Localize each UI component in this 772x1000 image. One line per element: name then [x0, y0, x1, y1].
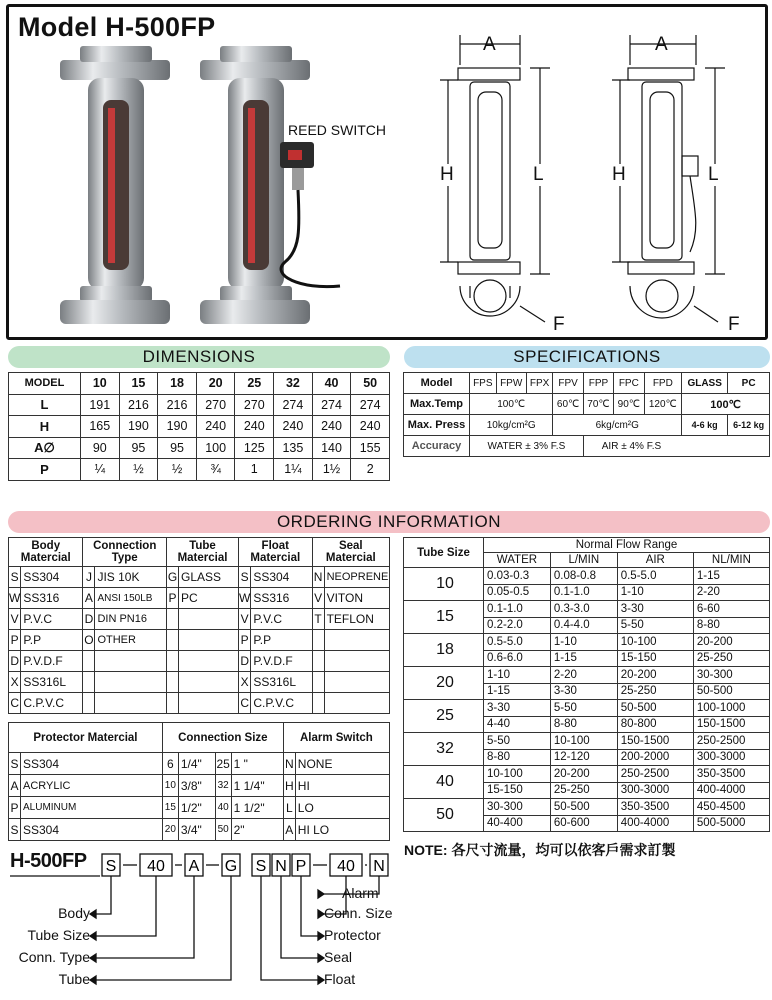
flow-cell: 0.2-2.0	[484, 617, 551, 634]
col-header: 20	[196, 373, 235, 395]
tube-size-cell: 25	[404, 700, 484, 733]
dim-header-row	[9, 373, 390, 395]
flow-row	[404, 799, 770, 816]
flow-row	[404, 733, 770, 750]
flow-cell: 450-4500	[693, 799, 769, 816]
col-header: 32	[274, 373, 313, 395]
flow-cell: 5-50	[484, 733, 551, 750]
flow-cell: 200-2000	[617, 749, 693, 766]
flow-cell: 25-250	[693, 650, 769, 667]
tube-size-cell: 15	[404, 601, 484, 634]
flow-row	[404, 568, 770, 585]
flow-cell: 0.3-3.0	[550, 601, 617, 618]
dim-l-label: L	[708, 164, 719, 185]
flow-cell: 0.6-6.0	[484, 650, 551, 667]
flow-cell: 10-100	[617, 634, 693, 651]
flow-cell: 80-800	[617, 716, 693, 733]
code-segment-text: S	[105, 858, 117, 875]
flow-cell: 15-150	[617, 650, 693, 667]
col-header: L/MIN	[550, 553, 617, 568]
flow-row	[404, 634, 770, 651]
flow-cell: 12-120	[550, 749, 617, 766]
flow-cell: 5-50	[550, 700, 617, 717]
specifications-banner: SPECIFICATIONS	[404, 346, 770, 368]
flow-cell: 150-1500	[617, 733, 693, 750]
flow-cell: 30-300	[484, 799, 551, 816]
flow-cell: 25-250	[617, 683, 693, 700]
code-label-left: Body	[58, 905, 90, 921]
dimensions-table	[8, 372, 390, 481]
row-label: Model	[404, 373, 470, 394]
col-header: 40	[312, 373, 351, 395]
tube-size-cell: 32	[404, 733, 484, 766]
code-segment-text: A	[188, 858, 200, 875]
tube-size-cell: 18	[404, 634, 484, 667]
dim-row: H 165 190 190 240 240 240 240 240	[9, 416, 390, 438]
row-label: Max.Temp	[404, 394, 470, 415]
flow-cell: 8-80	[484, 749, 551, 766]
flow-cell: 0.4-4.0	[550, 617, 617, 634]
col-header: AIR	[617, 553, 693, 568]
code-segment-text: P	[295, 858, 307, 875]
flow-cell: 1-15	[550, 650, 617, 667]
flow-cell: 300-3000	[617, 782, 693, 799]
ordering-row: S SS304 6 1/4" 25 1 " N NONE	[9, 753, 390, 775]
flow-cell: 350-3500	[617, 799, 693, 816]
col-header: NL/MIN	[693, 553, 769, 568]
flow-row	[404, 667, 770, 684]
flow-range-table	[403, 537, 770, 832]
col-header: Protector Matercial	[9, 723, 163, 753]
ordering-row: S SS304 20 3/4" 50 2" A HI LO	[9, 819, 390, 841]
flow-cell: 0.1-1.0	[484, 601, 551, 618]
dimensions-banner: DIMENSIONS	[8, 346, 390, 368]
leader-line	[301, 876, 318, 936]
col-header: Normal Flow Range	[484, 538, 770, 553]
flow-cell: 250-2500	[693, 733, 769, 750]
model-title: Model H-500FP	[18, 12, 216, 42]
flow-row	[404, 766, 770, 783]
flow-cell: 1-10	[550, 634, 617, 651]
code-segment-text: N	[373, 858, 385, 875]
col-header: 10	[80, 373, 119, 395]
ordering-row: W SS316 A ANSI 150LB P PC W SS316 V VITON	[9, 588, 390, 609]
flow-cell: 50-500	[550, 799, 617, 816]
flow-cell: 300-3000	[693, 749, 769, 766]
ordering-row: X SS316L X SS316L	[9, 672, 390, 693]
dim-a-label: A	[483, 34, 496, 55]
ordering-row: C C.P.V.C C C.P.V.C	[9, 693, 390, 714]
code-segment-text: 40	[337, 858, 355, 875]
col-header: Body Matercial	[9, 538, 83, 567]
flow-cell: 3-30	[550, 683, 617, 700]
flow-cell: 0.5-5.0	[484, 634, 551, 651]
ordering-row: V P.V.C D DIN PN16 V P.V.C T TEFLON	[9, 609, 390, 630]
code-label-right: Seal	[324, 949, 353, 965]
dim-h-label: H	[440, 164, 454, 185]
flow-cell: 8-80	[693, 617, 769, 634]
spec-temp-row: Max.Temp 100℃ 60℃ 70℃ 90℃ 120℃ 100℃	[404, 394, 770, 415]
code-segment-text: 40	[147, 858, 165, 875]
row-label: Accuracy	[404, 436, 470, 457]
code-segment-text: G	[224, 858, 238, 875]
dim-f-label: F	[553, 314, 565, 335]
col-header: 18	[158, 373, 197, 395]
code-segment-text: S	[255, 858, 267, 875]
row-label: Max. Press	[404, 415, 470, 436]
flow-cell: 10-100	[550, 733, 617, 750]
spec-model-row: Model FPS FPW FPX FPV FPP FPC FPD GLASS PC	[404, 373, 770, 394]
dim-l-label: L	[533, 164, 544, 185]
leader-line	[261, 876, 318, 980]
code-label-left: Tube	[58, 971, 90, 987]
col-header: 15	[119, 373, 158, 395]
flow-cell: 15-150	[484, 782, 551, 799]
dim-row: L 191 216 216 270 270 274 274 274	[9, 394, 390, 416]
col-header: 25	[235, 373, 274, 395]
dim-row: P ¼ ½ ½ ¾ 1 1¼ 1½ 2	[9, 459, 390, 481]
code-label-right: Alarm	[342, 885, 379, 901]
dim-h-label: H	[612, 164, 626, 185]
reed-switch-label: REED SWITCH	[288, 122, 386, 138]
flow-cell: 1-10	[617, 584, 693, 601]
flow-row	[404, 700, 770, 717]
flow-cell: 400-4000	[617, 815, 693, 832]
tube-size-cell: 10	[404, 568, 484, 601]
code-label-right: Float	[324, 971, 356, 987]
leader-line	[281, 876, 318, 958]
ordering-banner: ORDERING INFORMATION	[8, 511, 770, 533]
flow-cell: 0.03-0.3	[484, 568, 551, 585]
tube-size-cell: 40	[404, 766, 484, 799]
flow-cell: 10-100	[484, 766, 551, 783]
code-label-right: Conn. Size	[324, 905, 393, 921]
flow-cell: 500-5000	[693, 815, 769, 832]
flow-cell: 5-50	[617, 617, 693, 634]
flow-cell: 400-4000	[693, 782, 769, 799]
flow-cell: 20-200	[693, 634, 769, 651]
flow-cell: 1-15	[693, 568, 769, 585]
ordering-row: P ALUMINUM 15 1/2" 40 1 1/2" L LO	[9, 797, 390, 819]
flow-cell: 3-30	[617, 601, 693, 618]
flow-row	[404, 601, 770, 618]
col-header: MODEL	[9, 373, 81, 395]
flow-cell: 250-2500	[617, 766, 693, 783]
flow-cell: 100-1000	[693, 700, 769, 717]
col-header: Connection Type	[83, 538, 167, 567]
flow-cell: 20-200	[617, 667, 693, 684]
flow-cell: 4-40	[484, 716, 551, 733]
flow-cell: 1-10	[484, 667, 551, 684]
leader-line	[96, 876, 111, 914]
dim-a-label: A	[655, 34, 668, 55]
flow-cell: 25-250	[550, 782, 617, 799]
flow-cell: 0.08-0.8	[550, 568, 617, 585]
flow-cell: 60-600	[550, 815, 617, 832]
leader-line	[96, 876, 156, 936]
code-prefix: H-500FP	[10, 850, 87, 872]
col-header: Alarm Switch	[283, 723, 389, 753]
flow-cell: 0.05-0.5	[484, 584, 551, 601]
spec-press-row: Max. Press 10kg/cm²G 6kg/cm²G 4-6 kg 6-12 kg	[404, 415, 770, 436]
flow-cell: 40-400	[484, 815, 551, 832]
flow-cell: 2-20	[550, 667, 617, 684]
flow-cell: 50-500	[693, 683, 769, 700]
flow-cell: 20-200	[550, 766, 617, 783]
col-header: WATER	[484, 553, 551, 568]
flow-cell: 8-80	[550, 716, 617, 733]
ordering-row: S SS304 J JIS 10K G GLASS S SS304 N NEOPRENE	[9, 567, 390, 588]
ordering-row: D P.V.D.F D P.V.D.F	[9, 651, 390, 672]
col-header: 50	[351, 373, 390, 395]
col-header: Seal Matercial	[312, 538, 389, 567]
flow-cell: 0.5-5.0	[617, 568, 693, 585]
note-text: NOTE: 各尺寸流量，均可以依客戶需求訂製	[404, 842, 676, 858]
flow-cell: 6-60	[693, 601, 769, 618]
code-label-left: Tube Size	[27, 927, 90, 943]
code-segment-text: N	[275, 858, 287, 875]
spec-accuracy-row: Accuracy WATER ± 3% F.S AIR ± 4% F.S	[404, 436, 770, 457]
code-label-left: Conn. Type	[18, 949, 90, 965]
flow-cell: 350-3500	[693, 766, 769, 783]
specifications-table	[403, 372, 770, 457]
dim-row: A∅ 90 95 95 100 125 135 140 155	[9, 437, 390, 459]
code-label-right: Protector	[324, 927, 381, 943]
col-header: Tube Matercial	[167, 538, 239, 567]
col-header: Float Matercial	[239, 538, 313, 567]
tube-size-cell: 50	[404, 799, 484, 832]
flow-cell: 30-300	[693, 667, 769, 684]
ordering-row: A ACRYLIC 10 3/8" 32 1 1/4" H HI	[9, 775, 390, 797]
ordering-row: P P.P O OTHER P P.P	[9, 630, 390, 651]
flowmeter-photo-1	[60, 46, 170, 324]
ordering-table-options	[8, 722, 390, 841]
tube-size-cell: 20	[404, 667, 484, 700]
flow-cell: 0.1-1.0	[550, 584, 617, 601]
leader-line	[96, 876, 231, 980]
dim-f-label: F	[728, 314, 740, 335]
flow-cell: 3-30	[484, 700, 551, 717]
col-header: Tube Size	[404, 538, 484, 568]
flowmeter-photo-2	[200, 46, 340, 324]
flow-cell: 150-1500	[693, 716, 769, 733]
flow-cell: 1-15	[484, 683, 551, 700]
ordering-table-materials	[8, 537, 390, 714]
flow-cell: 50-500	[617, 700, 693, 717]
col-header: Connection Size	[162, 723, 283, 753]
flow-cell: 2-20	[693, 584, 769, 601]
